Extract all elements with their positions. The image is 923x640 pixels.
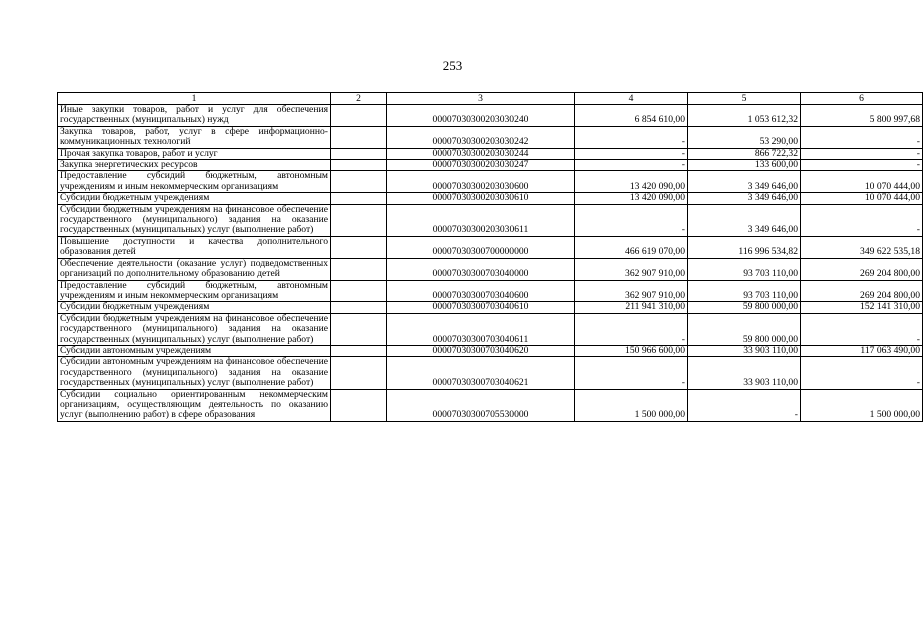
row-col2-cell (331, 258, 387, 280)
row-value-col4: - (575, 160, 688, 171)
row-name-cell: Закупка товаров, работ, услуг в сфере информационно-коммуникационных технологий (58, 126, 331, 148)
table-row (58, 160, 923, 171)
column-header-3: 3 (387, 93, 575, 105)
column-header-2: 2 (331, 93, 387, 105)
row-value-col4: 362 907 910,00 (575, 280, 688, 302)
row-code-cell: 00007030300703040000 (387, 258, 575, 280)
row-value-col6: - (801, 357, 923, 389)
row-value-col5: 59 800 000,00 (688, 302, 801, 313)
row-name-cell: Субсидии бюджетным учреждениям на финансовое обеспечение государственного (муниципального) задания на оказание государственных (муниципальных) услуг (выполнение работ) (58, 313, 331, 345)
row-code-cell: 00007030300703040620 (387, 345, 575, 356)
row-code-cell: 00007030300203030242 (387, 126, 575, 148)
table-row (58, 193, 923, 204)
table-row (58, 204, 923, 236)
row-value-col4: - (575, 204, 688, 236)
row-value-col6: - (801, 160, 923, 171)
row-value-col5: 33 903 110,00 (688, 345, 801, 356)
row-col2-cell (331, 171, 387, 193)
row-value-col5: - (688, 389, 801, 421)
row-value-col6: - (801, 313, 923, 345)
column-header-1: 1 (58, 93, 331, 105)
row-value-col5: 3 349 646,00 (688, 204, 801, 236)
row-value-col6: - (801, 204, 923, 236)
budget-table (57, 92, 923, 422)
column-header-4: 4 (575, 93, 688, 105)
row-name-cell: Субсидии автономным учреждениям на финансовое обеспечение государственного (муниципального) задания на оказание государственных (муниципальных) услуг (выполнение работ) (58, 357, 331, 389)
row-value-col6: 10 070 444,00 (801, 193, 923, 204)
row-name-cell: Повышение доступности и качества дополнительного образования детей (58, 236, 331, 258)
row-value-col6: 117 063 490,00 (801, 345, 923, 356)
row-col2-cell (331, 357, 387, 389)
row-value-col6: 10 070 444,00 (801, 171, 923, 193)
table-row (58, 345, 923, 356)
row-value-col5: 3 349 646,00 (688, 171, 801, 193)
row-code-cell: 00007030300203030610 (387, 193, 575, 204)
table-row (58, 280, 923, 302)
table-body (58, 105, 923, 422)
row-code-cell: 00007030300203030611 (387, 204, 575, 236)
row-name-cell: Субсидии бюджетным учреждениям (58, 193, 331, 204)
row-name-cell: Субсидии бюджетным учреждениям (58, 302, 331, 313)
row-col2-cell (331, 389, 387, 421)
table-row (58, 302, 923, 313)
row-col2-cell (331, 193, 387, 204)
row-value-col6: 5 800 997,68 (801, 105, 923, 127)
row-value-col5: 866 722,32 (688, 148, 801, 159)
row-value-col5: 116 996 534,82 (688, 236, 801, 258)
row-col2-cell (331, 160, 387, 171)
row-col2-cell (331, 126, 387, 148)
row-value-col4: 13 420 090,00 (575, 193, 688, 204)
row-code-cell: 00007030300203030600 (387, 171, 575, 193)
row-code-cell: 00007030300203030247 (387, 160, 575, 171)
row-col2-cell (331, 236, 387, 258)
column-header-5: 5 (688, 93, 801, 105)
row-value-col5: 33 903 110,00 (688, 357, 801, 389)
table-row (58, 236, 923, 258)
row-value-col5: 93 703 110,00 (688, 258, 801, 280)
page-number: 253 (442, 58, 463, 73)
row-value-col4: 150 966 600,00 (575, 345, 688, 356)
row-name-cell: Предоставление субсидий бюджетным, автономным учреждениям и иным некоммерческим организациям (58, 280, 331, 302)
row-value-col4: - (575, 148, 688, 159)
row-code-cell: 00007030300705530000 (387, 389, 575, 421)
row-name-cell: Закупка энергетических ресурсов (58, 160, 331, 171)
row-value-col4: 466 619 070,00 (575, 236, 688, 258)
row-value-col4: 211 941 310,00 (575, 302, 688, 313)
row-value-col5: 3 349 646,00 (688, 193, 801, 204)
row-col2-cell (331, 302, 387, 313)
row-value-col4: 1 500 000,00 (575, 389, 688, 421)
row-value-col4: - (575, 126, 688, 148)
row-code-cell: 00007030300703040600 (387, 280, 575, 302)
row-col2-cell (331, 280, 387, 302)
row-value-col6: 1 500 000,00 (801, 389, 923, 421)
row-value-col4: 13 420 090,00 (575, 171, 688, 193)
row-col2-cell (331, 204, 387, 236)
row-value-col4: - (575, 357, 688, 389)
row-value-col5: 59 800 000,00 (688, 313, 801, 345)
row-value-col4: 6 854 610,00 (575, 105, 688, 127)
row-col2-cell (331, 148, 387, 159)
row-name-cell: Предоставление субсидий бюджетным, автономным учреждениям и иным некоммерческим организациям (58, 171, 331, 193)
row-name-cell: Субсидии социально ориентированным некоммерческим организациям, осуществляющим деятельность по оказанию услуг (выполнению работ) в сфере образования (58, 389, 331, 421)
row-value-col5: 1 053 612,32 (688, 105, 801, 127)
row-name-cell: Субсидии бюджетным учреждениям на финансовое обеспечение государственного (муниципального) задания на оказание государственных (муниципальных) услуг (выполнение работ) (58, 204, 331, 236)
table-row (58, 357, 923, 389)
row-value-col6: 269 204 800,00 (801, 258, 923, 280)
column-header-6: 6 (801, 93, 923, 105)
row-code-cell: 00007030300703040611 (387, 313, 575, 345)
row-value-col4: 362 907 910,00 (575, 258, 688, 280)
table-row (58, 258, 923, 280)
row-code-cell: 00007030300703040621 (387, 357, 575, 389)
row-name-cell: Иные закупки товаров, работ и услуг для обеспечения государственных (муниципальных) нужд (58, 105, 331, 127)
row-value-col5: 53 290,00 (688, 126, 801, 148)
row-value-col6: - (801, 126, 923, 148)
table-row (58, 126, 923, 148)
row-value-col6: 152 141 310,00 (801, 302, 923, 313)
row-name-cell: Обеспечение деятельности (оказание услуг) подведомственных организаций по дополнительному образованию детей (58, 258, 331, 280)
row-name-cell: Субсидии автономным учреждениям (58, 345, 331, 356)
table-row (58, 313, 923, 345)
row-value-col5: 93 703 110,00 (688, 280, 801, 302)
row-code-cell: 00007030300203030240 (387, 105, 575, 127)
table-row (58, 105, 923, 127)
row-col2-cell (331, 345, 387, 356)
row-value-col5: 133 600,00 (688, 160, 801, 171)
row-value-col6: 349 622 535,18 (801, 236, 923, 258)
row-col2-cell (331, 105, 387, 127)
table-header (58, 93, 923, 105)
row-code-cell: 00007030300703040610 (387, 302, 575, 313)
table-row (58, 148, 923, 159)
row-code-cell: 00007030300203030244 (387, 148, 575, 159)
row-code-cell: 00007030300700000000 (387, 236, 575, 258)
table-row (58, 389, 923, 421)
row-col2-cell (331, 313, 387, 345)
row-value-col6: 269 204 800,00 (801, 280, 923, 302)
row-value-col4: - (575, 313, 688, 345)
row-value-col6: - (801, 148, 923, 159)
row-name-cell: Прочая закупка товаров, работ и услуг (58, 148, 331, 159)
table-row (58, 171, 923, 193)
header-row (58, 93, 923, 105)
